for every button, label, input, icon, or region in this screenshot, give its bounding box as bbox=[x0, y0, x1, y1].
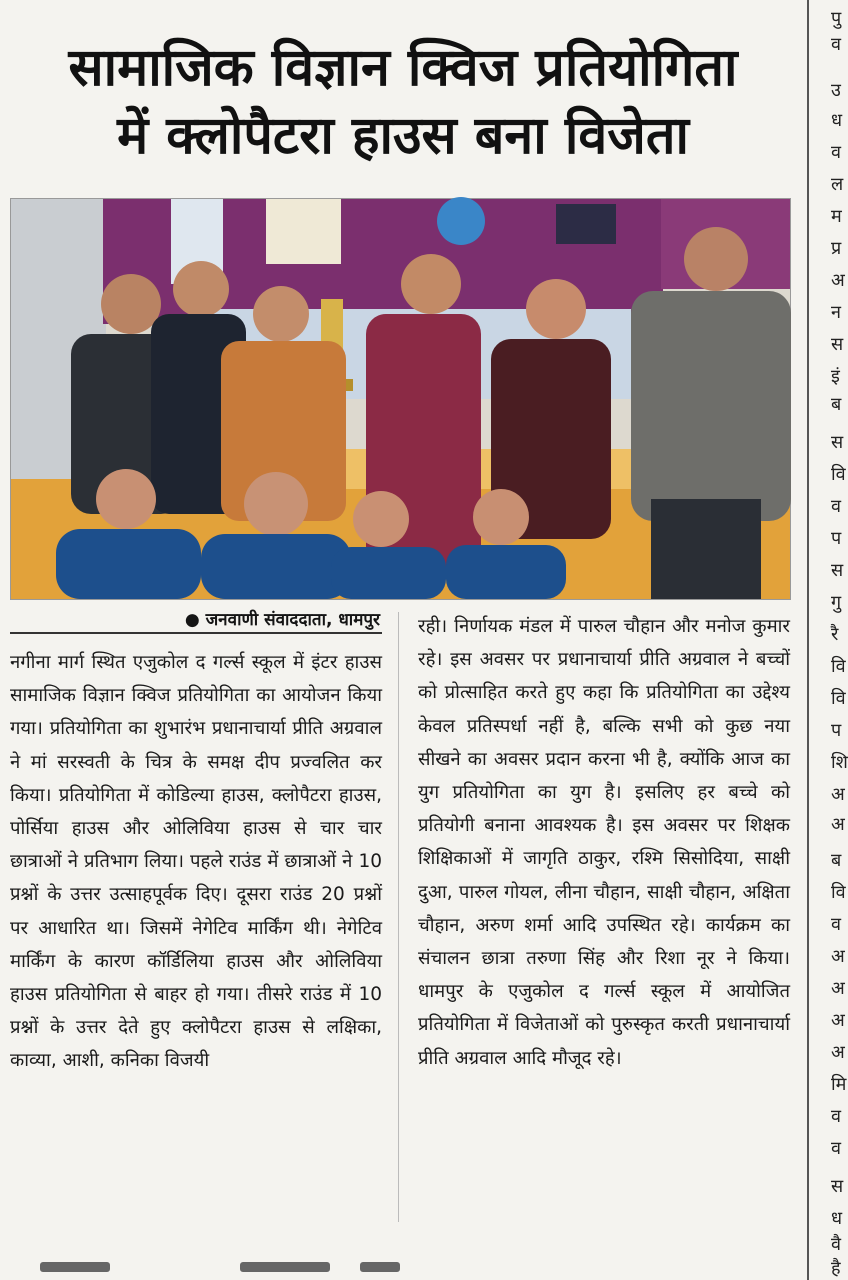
edge-fragment: अ bbox=[831, 1042, 845, 1063]
edge-fragment: प्र bbox=[831, 238, 842, 259]
edge-fragment: वि bbox=[831, 464, 846, 485]
byline-rule bbox=[10, 632, 382, 634]
edge-fragment: व bbox=[831, 496, 842, 517]
edge-fragment: ब bbox=[831, 850, 842, 871]
edge-fragment: व bbox=[831, 1138, 842, 1159]
edge-fragment: व bbox=[831, 914, 842, 935]
edge-fragment: स bbox=[831, 560, 844, 581]
edge-fragment: गु bbox=[831, 592, 842, 613]
byline: ● जनवाणी संवाददाता, धामपुर bbox=[184, 610, 380, 630]
edge-fragment: अ bbox=[831, 270, 845, 291]
edge-fragment: अ bbox=[831, 978, 845, 999]
adjacent-article-edge bbox=[807, 0, 847, 1280]
edge-fragment: अ bbox=[831, 1010, 845, 1031]
edge-fragment: इं bbox=[831, 366, 840, 387]
edge-fragment: अ bbox=[831, 814, 845, 835]
edge-fragment: रै bbox=[831, 624, 839, 645]
edge-fragment: प bbox=[831, 528, 842, 549]
edge-fragment: म bbox=[831, 206, 842, 227]
edge-fragment: वि bbox=[831, 656, 846, 677]
column-separator bbox=[398, 612, 399, 1222]
headline bbox=[8, 34, 798, 170]
edge-fragment: ल bbox=[831, 174, 844, 195]
edge-fragment: वै bbox=[831, 1234, 842, 1255]
cut-off-text-fragment bbox=[360, 1262, 400, 1272]
article-column-2: रही। निर्णायक मंडल में पारुल चौहान और मनोज कुमार रहे। इस अवसर पर प्रधानाचार्या प्रीति अग्रवाल ने बच्चों को प्रोत्साहित करते हुए कहा कि प्रतियोगिता का उद्देश्य केवल प्रतिस्पर्धा नहीं है, बल्कि सभी को कुछ नया सीखने का अवसर प्रदान करना भी है, क्योंकि आज का युग प्रतियोगिता का युग है। इसलिए हर बच्चे को प्रतियोगी बनाना आवश्यक है। इस अवसर पर शिक्षक शिक्षिकाओं में जागृति ठाकुर, रश्मि सिसोदिया, साक्षी दुआ, पारुल गोयल, लीना चौहान, साक्षी चौहान, अक्षिता चौहान, अरुण शर्मा आदि उपस्थित रहे। कार्यक्रम का संचालन छात्रा तरुणा सिंह और रिशा नूर ने किया। धामपुर के एजुकोल द गर्ल्स स्कूल में आयोजित प्रतियोगिता में विजेताओं को पुरुस्कृत करती प्रधानाचार्या प्रीति अग्रवाल आदि मौजूद रहे। bbox=[418, 616, 790, 1069]
cut-off-text-fragment bbox=[40, 1262, 110, 1272]
edge-fragment: व bbox=[831, 1106, 842, 1127]
edge-fragment: पु bbox=[831, 8, 842, 29]
edge-fragment: व bbox=[831, 34, 842, 55]
edge-fragment: ध bbox=[831, 110, 843, 131]
edge-fragment: है bbox=[831, 1258, 841, 1279]
headline-line-2: में क्लोपैटरा हाउस बना विजेता bbox=[117, 106, 689, 166]
photo-illustration bbox=[11, 199, 790, 599]
edge-fragment: प bbox=[831, 720, 842, 741]
edge-fragment: शि bbox=[831, 752, 848, 773]
edge-fragment: व bbox=[831, 142, 842, 163]
edge-fragment: ब bbox=[831, 394, 842, 415]
edge-fragment: अ bbox=[831, 784, 845, 805]
edge-fragment: न bbox=[831, 302, 841, 323]
edge-fragment: उ bbox=[831, 80, 841, 101]
edge-fragment: ध bbox=[831, 1208, 843, 1229]
headline-line-1: सामाजिक विज्ञान क्विज प्रतियोगिता bbox=[68, 38, 738, 98]
edge-fragment: स bbox=[831, 334, 844, 355]
cut-off-text-fragment bbox=[240, 1262, 330, 1272]
edge-fragment: स bbox=[831, 432, 844, 453]
article-column-1: नगीना मार्ग स्थित एजुकोल द गर्ल्स स्कूल में इंटर हाउस सामाजिक विज्ञान क्विज प्रतियोगिता का आयोजन किया गया। प्रतियोगिता का शुभारंभ प्रधानाचार्या प्रीति अग्रवाल ने मां सरस्वती के चित्र के समक्ष दीप प्रज्वलित कर किया। प्रतियोगिता में कोडिल्या हाउस, क्लोपैटरा हाउस, पोर्सिया हाउस और ओलिविया हाउस से चार चार छात्राओं ने प्रतिभाग लिया। पहले राउंड में छात्राओं ने 10 प्रश्नों के उत्तर उत्साहपूर्वक दिए। दूसरा राउंड 20 प्रश्नों पर आधारित था। जिसमें नेगेटिव मार्किंग थी। नेगेटिव मार्किंग के कारण कॉर्डिलिया हाउस और ओलिविया हाउस प्रतियोगिता से बाहर हो गया। तीसरे राउंड में 10 प्रश्नों के उत्तर देते हुए क्लोपैटरा हाउस से लक्षिका, काव्या, आशी, कनिका विजयी bbox=[10, 652, 382, 1072]
news-photo bbox=[10, 198, 791, 600]
edge-fragment: स bbox=[831, 1176, 844, 1197]
edge-fragment: मि bbox=[831, 1074, 847, 1095]
edge-fragment: वि bbox=[831, 688, 846, 709]
edge-fragment: वि bbox=[831, 882, 846, 903]
edge-fragment: अ bbox=[831, 946, 845, 967]
